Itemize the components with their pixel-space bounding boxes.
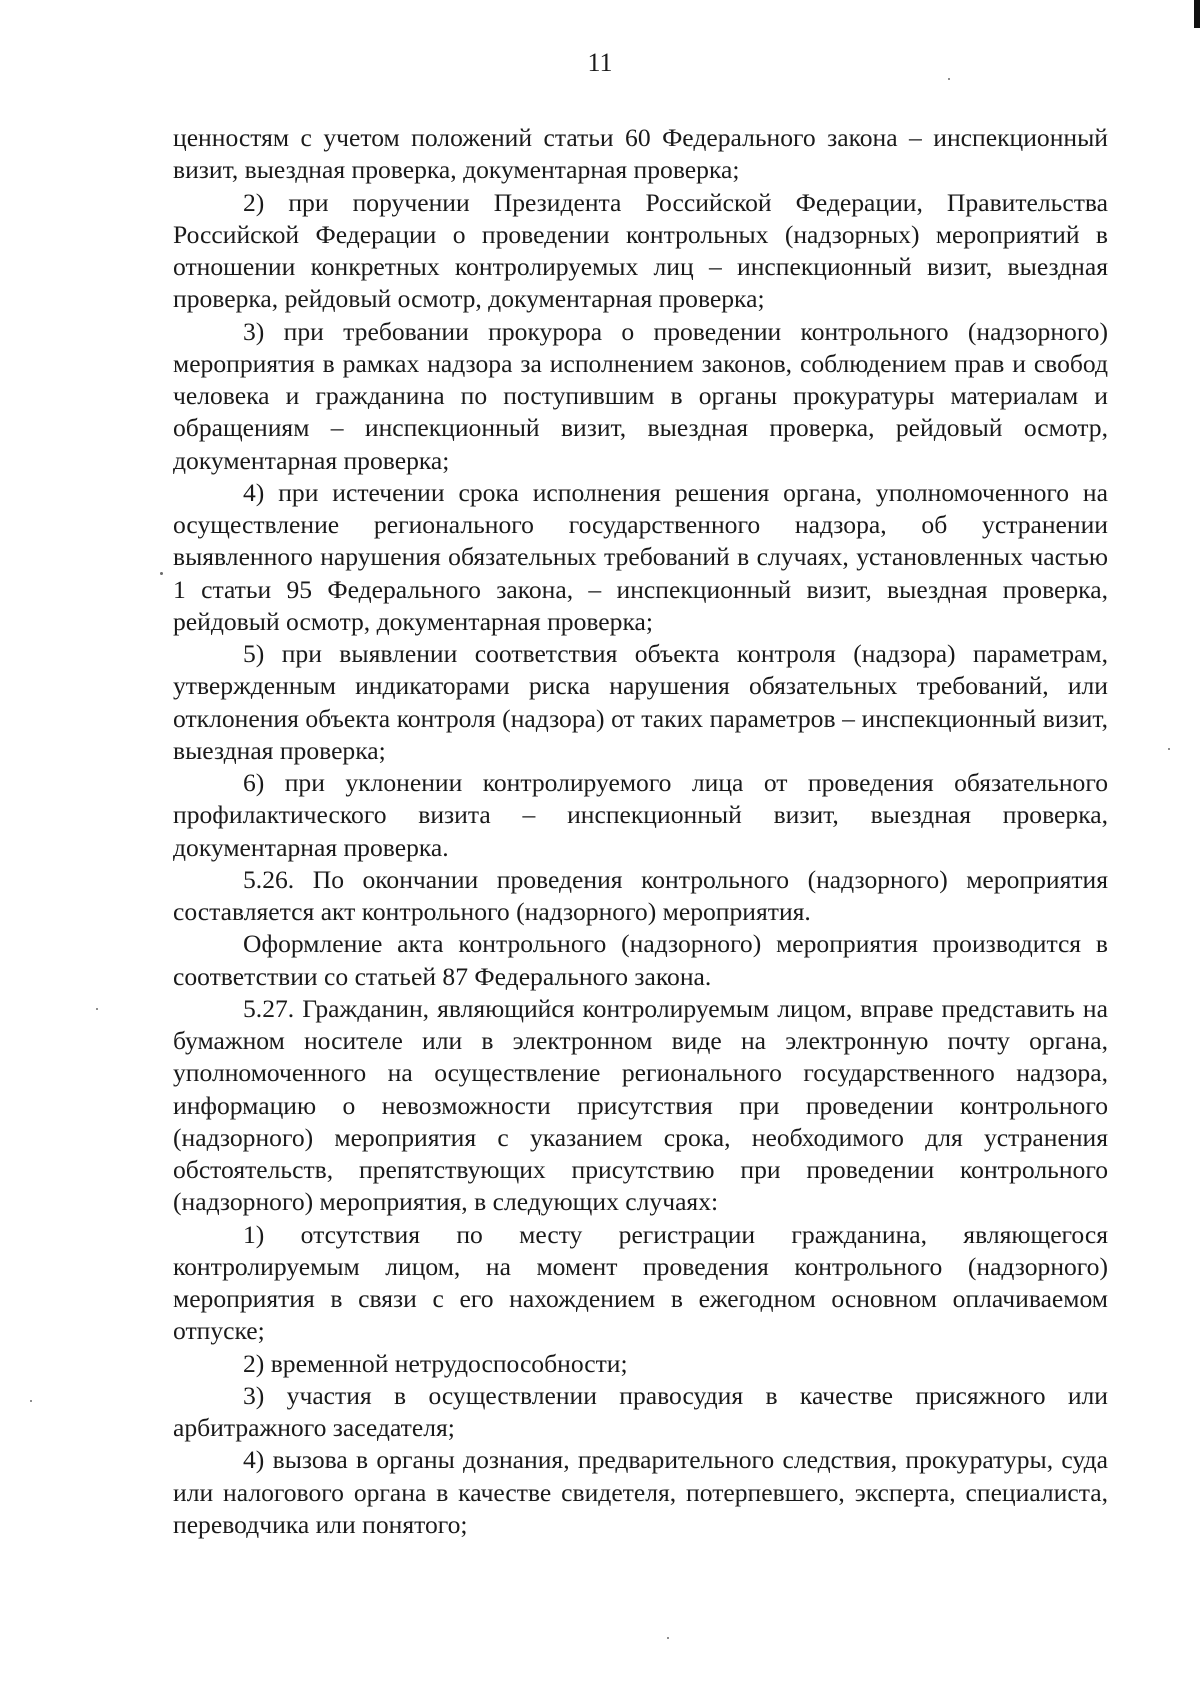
paragraph-act-formatting: Оформление акта контрольного (надзорного) мероприятия производится в соответствии со статьей 87 Федерального закона. [173, 929, 1108, 991]
scan-speck [96, 1008, 98, 1010]
paragraph-case-3: 3) участия в осуществлении правосудия в качестве присяжного или арбитражного заседателя; [173, 1380, 1108, 1442]
paragraph-item-3: 3) при требовании прокурора о проведении контрольного (надзорного) мероприятия в рамках надзора за исполнением законов, соблюдением прав и свобод человека и гражданина по поступившим в органы прокуратуры материалам и обращениям – инспекционный визит, выездная проверка, рейдовый осмотр, документарная проверка; [173, 316, 1108, 475]
paragraph-case-2: 2) временной нетрудоспособности; [243, 1348, 628, 1378]
paragraph-item-5: 5) при выявлении соответствия объекта контроля (надзора) параметрам, утвержденным индикаторами риска нарушения обязательных требований, или отклонения объекта контроля (надзора) от таких параметров – инспекционный визит, выездная проверка; [173, 639, 1108, 765]
scan-edge-mark [1194, 0, 1200, 28]
scan-speck [948, 78, 950, 80]
scan-speck [160, 572, 163, 575]
paragraph-case-4: 4) вызова в органы дознания, предварительного следствия, прокуратуры, суда или налогового органа в качестве свидетеля, потерпевшего, эксперта, специалиста, переводчика или понятого; [173, 1445, 1108, 1539]
paragraph-case-1: 1) отсутствия по месту регистрации гражданина, являющегося контролируемым лицом, на момент проведения контрольного (надзорного) мероприятия в связи с его нахождением в ежегодном основном оплачиваемом отпуске; [173, 1219, 1108, 1346]
page-number: 11 [587, 48, 613, 77]
scan-speck [30, 1400, 32, 1402]
paragraph-continuation: ценностям с учетом положений статьи 60 Федерального закона – инспекционный визит, выездная проверка, документарная проверка; [173, 123, 1108, 185]
scan-speck [1168, 748, 1170, 750]
scan-speck [667, 1637, 669, 1639]
paragraph-5-26: 5.26. По окончании проведения контрольного (надзорного) мероприятия составляется акт контрольного (надзорного) мероприятия. [173, 864, 1108, 926]
paragraph-item-6: 6) при уклонении контролируемого лица от проведения обязательного профилактического визита – инспекционный визит, выездная проверка, документарная проверка. [173, 768, 1108, 862]
paragraph-item-2: 2) при поручении Президента Российской Федерации, Правительства Российской Федерации о проведении контрольных (надзорных) мероприятий в отношении конкретных контролируемых лиц – инспекционный визит, выездная проверка, рейдовый осмотр, документарная проверка; [173, 187, 1108, 314]
paragraph-5-27: 5.27. Гражданин, являющийся контролируемым лицом, вправе представить на бумажном носителе или в электронном виде на электронную почту органа, уполномоченного на осуществление регионального государственного надзора, информацию о невозможности присутствия при проведении контрольного (надзорного) мероприятия с указанием срока, необходимого для устранения обстоятельств, препятствующих присутствию при проведении контрольного (надзорного) мероприятия, в следующих случаях: [173, 993, 1108, 1217]
document-body [173, 122, 1108, 1541]
paragraph-item-4: 4) при истечении срока исполнения решения органа, уполномоченного на осуществление регионального государственного надзора, об устранении выявленного нарушения обязательных требований в случаях, установленных частью 1 статьи 95 Федерального закона, – инспекционный визит, выездная проверка, рейдовый осмотр, документарная проверка; [173, 477, 1108, 636]
